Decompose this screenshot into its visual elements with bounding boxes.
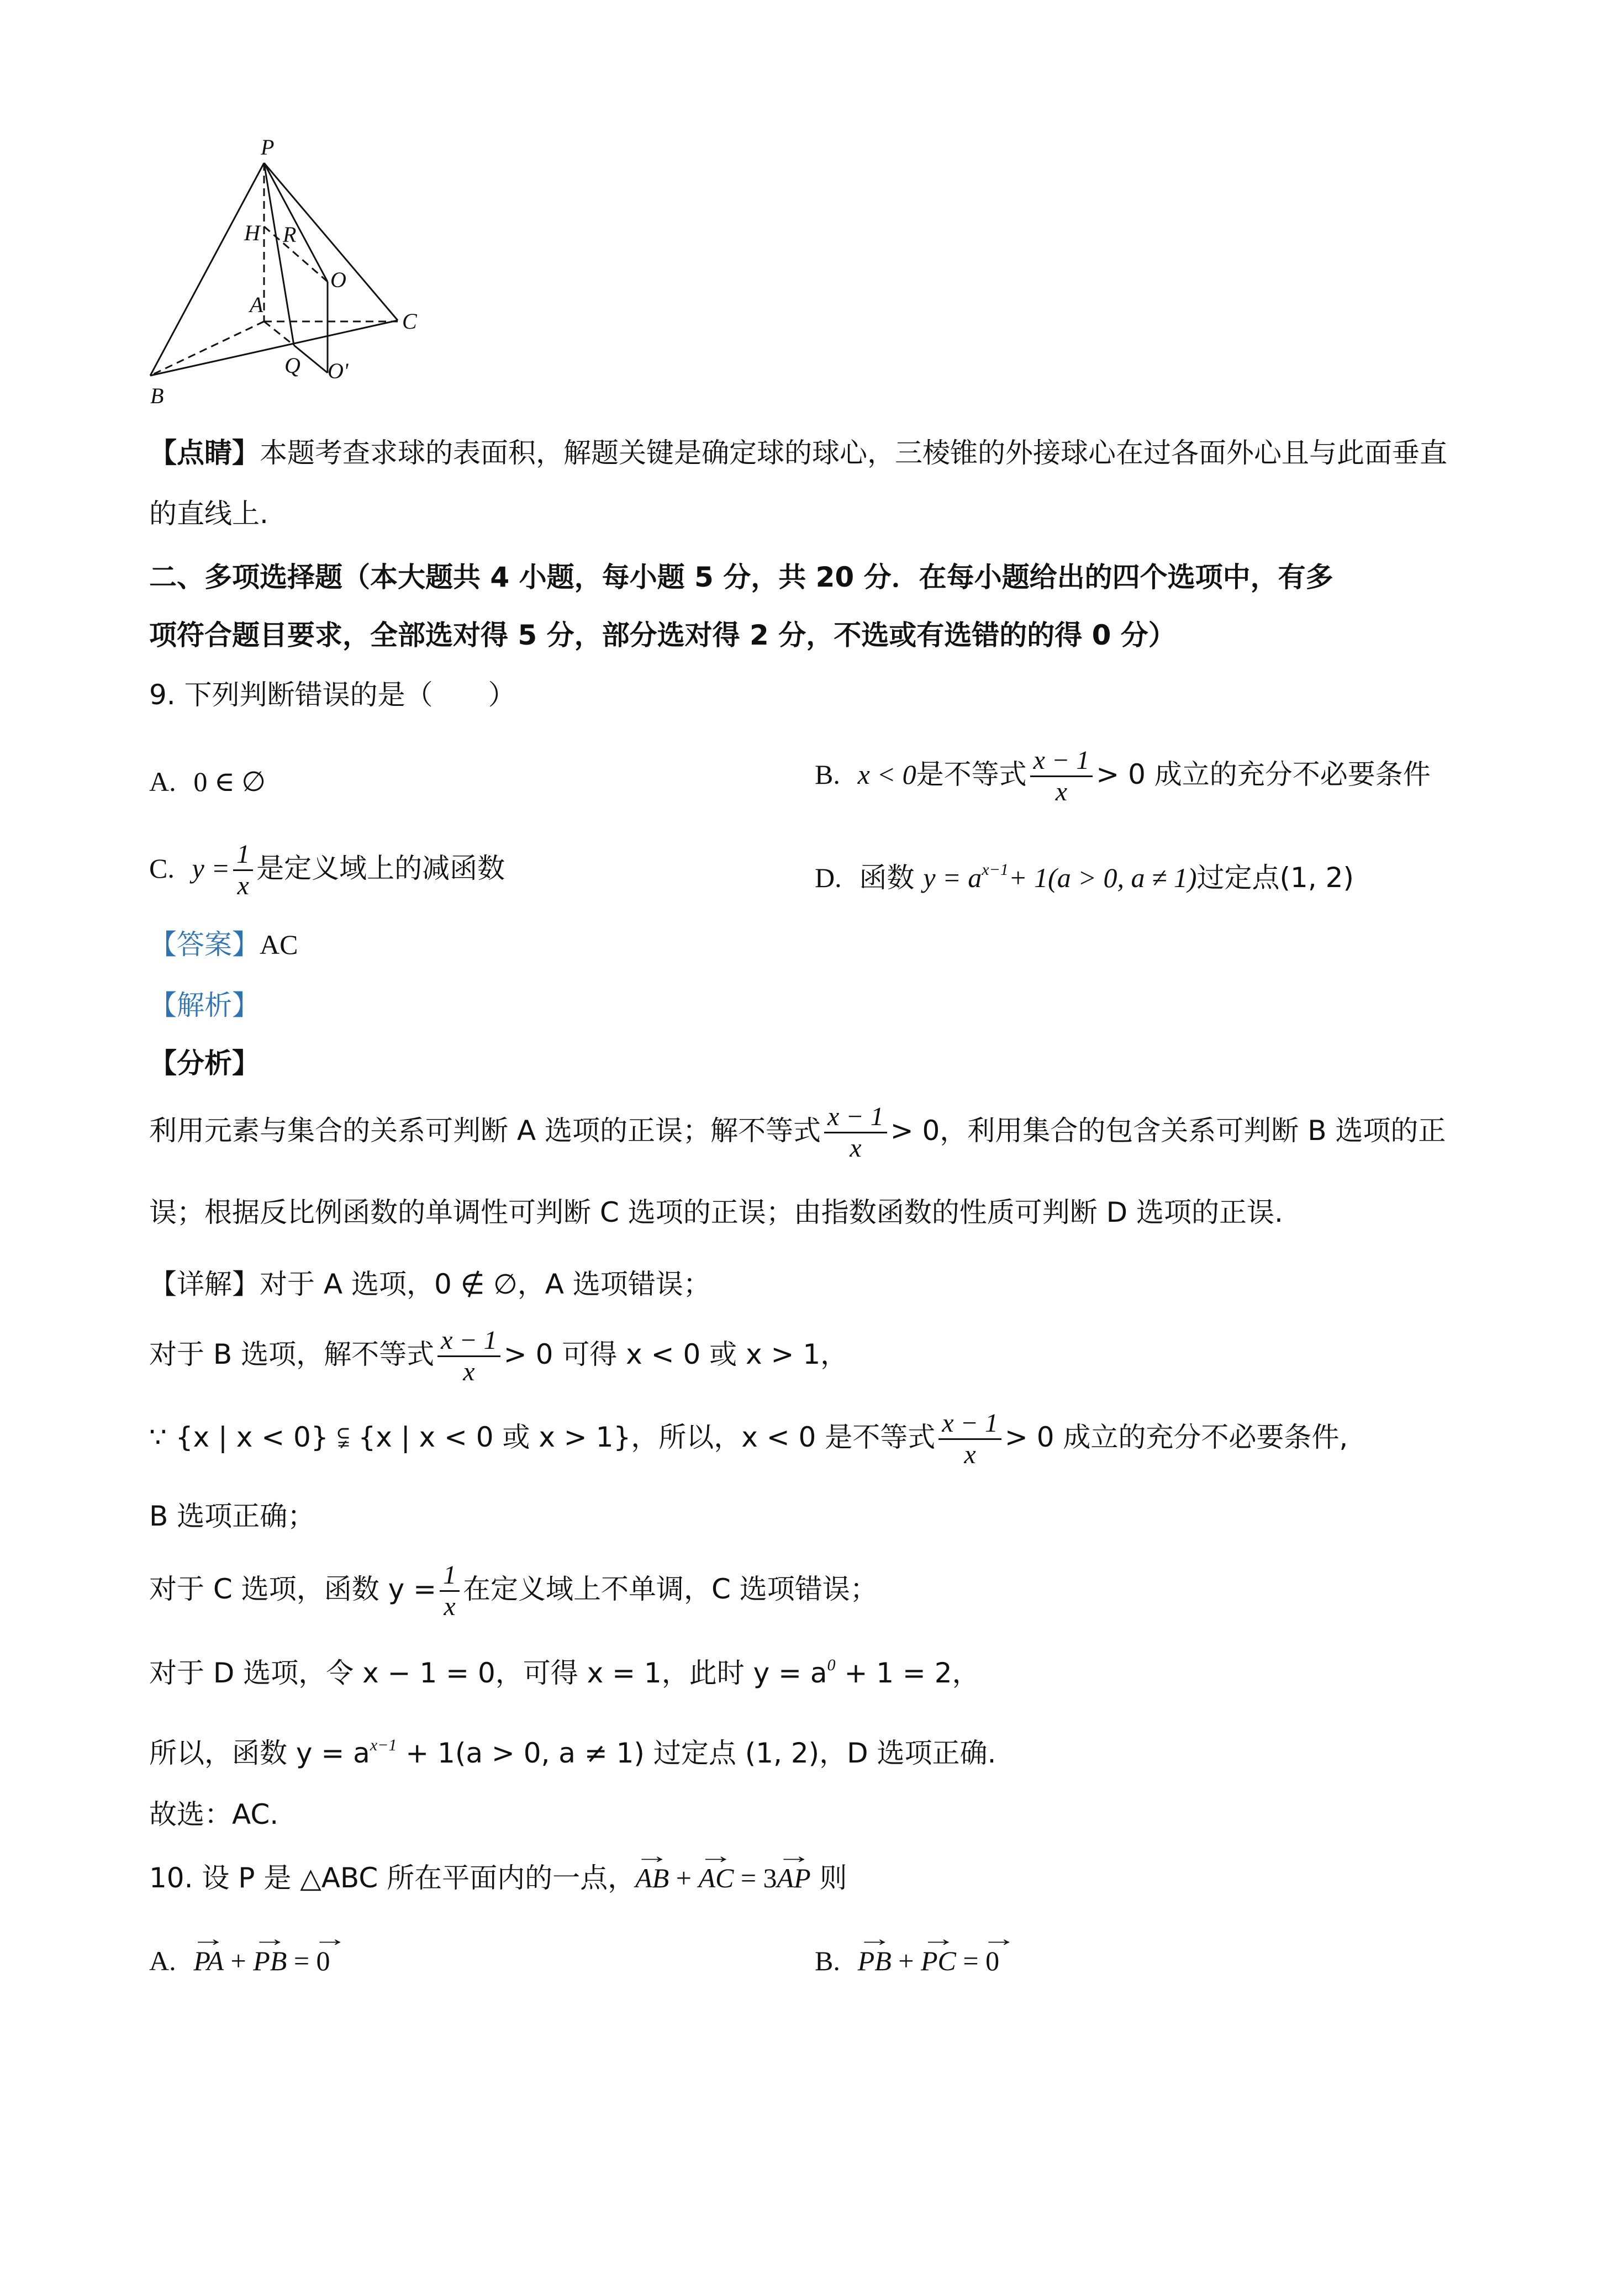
q9-option-c: C. y = $\frac{1}{x}$ 是定义域上的减函数 bbox=[149, 840, 505, 900]
xiangjie-tag: 【详解】 bbox=[149, 1268, 260, 1300]
dianjing-tag: 【点睛】 bbox=[149, 437, 260, 469]
fraction: $\frac{x - 1}{x}$ bbox=[938, 1408, 1001, 1470]
tetrahedron-figure bbox=[138, 122, 580, 431]
xiangjie-line-3: ∵ {x | x < 0} ⫋ {x | x < 0 或 x > 1}，所以，x < 0 是不等式 $\frac{x - 1}{x}$ > 0 成立的充分不必要条件, bbox=[149, 1408, 1348, 1469]
answer-value: AC bbox=[260, 929, 298, 960]
fraction: $\frac{x - 1}{x}$ bbox=[437, 1326, 500, 1387]
q10-option-b: B. → PB + → PC = → 0 bbox=[815, 1944, 999, 1977]
label-O: O bbox=[330, 267, 346, 292]
fraction: $\frac{x - 1}{x}$ bbox=[1030, 746, 1093, 807]
xiangjie-line-6: 对于 D 选项，令 x − 1 = 0，可得 x = 1，此时 $y = a^0 + 1 = 2$， bbox=[149, 1656, 980, 1689]
answer-tag: 【答案】 bbox=[149, 928, 260, 961]
label-B: B bbox=[150, 383, 164, 408]
label-O-prime: O' bbox=[328, 358, 349, 383]
q9-option-d: D. 函数 $y = a^{x-1}+ 1(a > 0$, a ≠ 1)过定点(1, 2) bbox=[815, 861, 1354, 894]
xiangjie-line-2: 对于 B 选项，解不等式 $\frac{x - 1}{x}$ > 0 可得 x < 0 或 x > 1， bbox=[149, 1326, 848, 1386]
answer-line bbox=[149, 928, 298, 961]
xiangjie-line-5: 对于 C 选项，函数 y = $\frac{1}{x}$ 在定义域上不单调，C 选项错误； bbox=[149, 1560, 878, 1621]
label-C: C bbox=[402, 309, 417, 334]
dianjing-line-2: 的直线上. bbox=[149, 498, 268, 530]
q10-stem: 10. 设 P 是 △ABC 所在平面内的一点，→ AB + → AC = 3→ AP 则 bbox=[149, 1861, 847, 1895]
q9-option-a: A. 0 ∈ ∅ bbox=[149, 766, 266, 797]
xiangjie-line-1: 【详解】对于 A 选项，0 ∉ ∅，A 选项错误； bbox=[149, 1268, 711, 1300]
xiangjie-line-7: 所以，函数 $y = a^{x-1} + 1(a > 0$, a ≠ 1) 过定点 (1, 2)，D 选项正确. bbox=[149, 1736, 996, 1769]
dianjing-line-1: 【点睛】本题考查求球的表面积，解题关键是确定球的球心，三棱锥的外接球心在过各面外心且与此面垂直 bbox=[149, 437, 1447, 469]
label-H: H bbox=[244, 220, 260, 245]
fenxi-line-1: 利用元素与集合的关系可判断 A 选项的正误；解不等式 $\frac{x - 1}{x}$ > 0，利用集合的包含关系可判断 B 选项的正 bbox=[149, 1102, 1446, 1163]
label-A: A bbox=[250, 292, 263, 317]
q9-stem: 9. 下列判断错误的是（ ） bbox=[149, 679, 516, 711]
xiangjie-conclusion: 故选：AC. bbox=[149, 1798, 279, 1830]
xiangjie-line-4: B 选项正确； bbox=[149, 1500, 315, 1532]
q9-option-b: B. x < 0是不等式 $\frac{x - 1}{x}$ > 0 成立的充分不必要条件 bbox=[815, 746, 1431, 806]
label-P: P bbox=[261, 135, 275, 160]
label-Q: Q bbox=[284, 353, 300, 378]
jiexi-tag: 【解析】 bbox=[149, 989, 260, 1021]
section-header-line-1: 二、多项选择题（本大题共 4 小题，每小题 5 分，共 20 分．在每小题给出的四个选项中，有多 bbox=[149, 561, 1333, 593]
fraction: $\frac{x - 1}{x}$ bbox=[824, 1102, 887, 1163]
q10-option-a: A. → PA + → PB = → 0 bbox=[149, 1944, 330, 1977]
fraction: $\frac{1}{x}$ bbox=[440, 1560, 460, 1622]
fenxi-line-2: 误；根据反比例函数的单调性可判断 C 选项的正误；由指数函数的性质可判断 D 选项的正误. bbox=[149, 1196, 1283, 1228]
fraction: $\frac{1}{x}$ bbox=[233, 840, 253, 901]
fenxi-tag: 【分析】 bbox=[149, 1047, 260, 1079]
section-header-line-2: 项符合题目要求，全部选对得 5 分，部分选对得 2 分，不选或有选错的的得 0 分） bbox=[149, 619, 1176, 651]
label-R: R bbox=[283, 222, 297, 247]
